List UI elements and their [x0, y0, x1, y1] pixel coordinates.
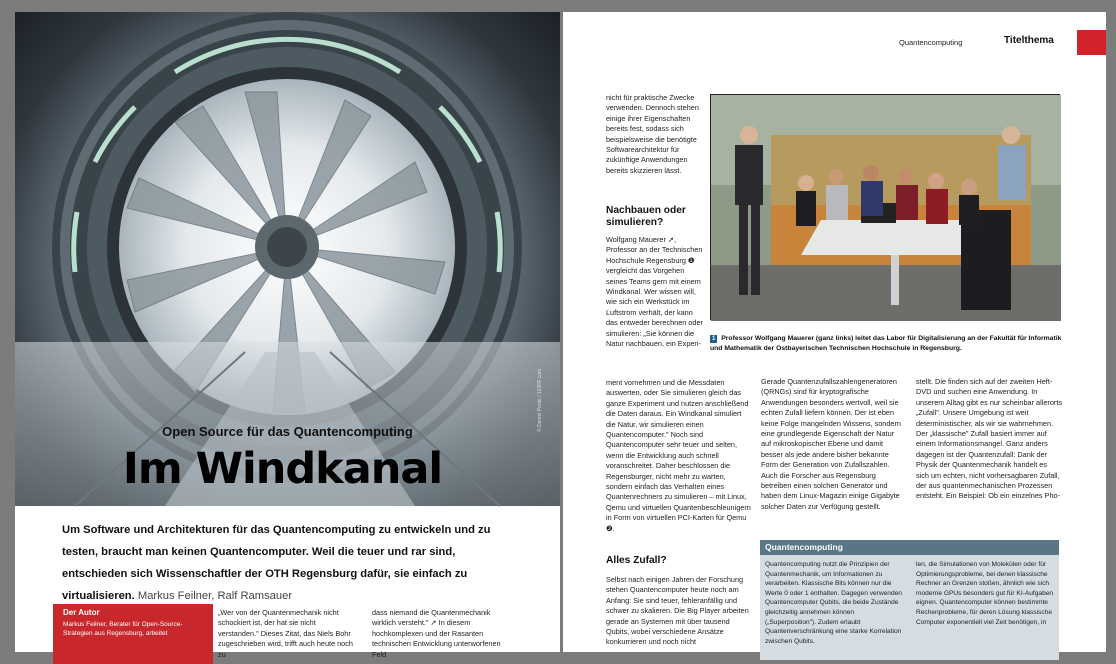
info-box — [760, 540, 1059, 660]
info-box-column-2: len, die Simulationen von Molekülen oder für Optimierungsprobleme, bei denen klassische Rechner an Grenzen stoßen, ähnlich wie sich moderne GPUs besonders gut für KI-Aufgaben eignen. Quantencomputer können bestimmte Rechenprobleme, für deren Lösung klassische Computer exponentiell viel Zeit benötigen, in — [916, 561, 1054, 626]
subheading-zufall: Alles Zufall? — [606, 555, 667, 566]
caption-number: 1 — [712, 336, 716, 342]
intro-column: nicht für praktische Zwecke verwenden. Dennoch stehen einige ihrer Eigenschaften bereits fest, sodass sich beispielsweise die benötigte Softwarearchitektur für zukünftige Anwendungen bereits skizzieren lässt. — [606, 93, 699, 175]
caption-text: Professor Wolfgang Mauerer (ganz links) leitet das Labor für Digitalisierung an der Fakultät für Informatik und Mathematik der Ostbayerischen Technischen Hochschule in Regensburg. — [710, 335, 1062, 352]
body-column-d: Gerade Quantenzufallszahlengeneratoren (QRNGs) sind für kryptografische Anwendungen besonders wertvoll, weil sie echten Zufall liefern können. Der ist eben keine Folge mangelnden Wissens, sondern eine grundlegende Eigenschaft der Natur auf mikroskopischer Ebene und damit besser als jede andere bisher bekannte Form der Generation von Zufallszahlen. Auch die Forscher aus Regensburg betreiben einen solchen Generator und haben dem Linux-Magazin einige Gigabyte solcher Daten zur Verfügung gestellt. — [761, 377, 901, 511]
body-column-1: „Wer von der Quantenmechanik nicht schockiert ist, der hat sie nicht verstanden." Dieses Zitat, das Niels Bohr zugeschrieben wird, trifft auch heute noch zu — [218, 608, 353, 659]
author-box-title: Der Autor — [63, 608, 100, 617]
right-page — [563, 12, 1106, 652]
lead-text: Um Software und Architekturen für das Quantencomputing zu entwickeln und zu testen, braucht man keinen Quantencomputer. Weil die teuer und rar sind, entschieden sich Wissenschaftler der OTH Regensburg dafür, sie einfach zu virtualisieren. — [62, 524, 491, 602]
body-column-c: Selbst nach einigen Jahren der Forschung stehen Quantencomputer heute noch am Anfang: Sie sind teuer, fehleranfällig und schwer zu skalieren. Die Big Player arbeiten gerade an Systemen mit über tausend Qubits, wobei verschiedene Ansätze konkurrieren und noch nicht — [606, 575, 749, 647]
hero-image — [15, 12, 560, 506]
image-credit: © Daniel Ponte / 123RF.com — [537, 368, 543, 432]
left-page — [15, 12, 560, 659]
info-box-column-1: Quantencomputing nutzt die Prinzipien der Quantenmechanik, um Informationen zu verarbeiten. Klassische Bits können nur die Werte 0 oder 1 enthalten. Dagegen verwenden Quantencomputer Qubits, die beide Zustände gleichzeitig annehmen können („Superposition"). Zudem erlaubt Quantenverschränkung eine starke Korrelation zwischen Qubits. — [765, 561, 902, 645]
team-photo — [710, 94, 1060, 320]
article-title: Im Windkanal — [122, 444, 443, 494]
body-column-e: stellt. Die finden sich auf der zweiten Heft-DVD und suchen eine Anwendung. In unserem Alltag gibt es nur scheinbar allerorts „Zufall". Unsere Umgebung ist weit deterministischer, als wir sie wahrnehmen. Der „klassische" Zufall basiert immer auf einem Informationsmangel. Ganz anders dagegen ist der Quantenzufall: Dank der Physik der Quantenmechanik handelt es sich um echten, nicht vorhersagbaren Zufall, der aus quantenmechanischen Prozessen entsteht. Ein Beispiel: Ob ein einzelnes Pho- — [916, 377, 1063, 501]
body-column-a: Wolfgang Mauerer ➚, Professor an der Technischen Hochschule Regensburg ❶ vergleicht das Vorgehen seines Teams gern mit einem Windkanal. Wer wissen will, wie sich ein Werkstück im Luftstrom verhält, der kann das entweder berechnen oder simulieren: „Sie können die Natur nachbauen, ein Experi- — [606, 235, 703, 349]
body-column-2: dass niemand die Quantenmechanik wirklich versteht." ➚ In diesem hochkomplexen und der Rasanten technischen Entwicklung unterworfenen Feld — [372, 608, 501, 659]
author-box-text: Markus Feilner, Berater für Open-Source-Strategien aus Regensburg, arbeitet — [63, 621, 183, 637]
photo-caption — [710, 334, 1062, 353]
article-lead — [62, 519, 512, 607]
info-box-title: Quantencomputing — [760, 540, 1059, 555]
subheading-nachbauen: Nachbauen oder simulieren? — [606, 205, 686, 228]
section-marker — [1077, 30, 1106, 55]
lead-authors: Markus Feilner, Ralf Ramsauer — [137, 590, 293, 602]
section-name: Titelthema — [1004, 35, 1054, 46]
body-column-b: ment vornehmen und die Messdaten auswerten, oder Sie simulieren gleich das ganze Experiment und nutzen anschließend die Daten daraus. Ein Windkanal simuliert die Natur, wir simulieren einen Quantencomputer." Noch sind Quantencomputer sehr teuer und selten, wenn die Entwicklung auch schnell voranschreitet. Daher beschlossen die Regensburger, nicht mehr zu warten, sondern einfach das Verhalten eines Quantenrechners zu simulieren – mit Linux, Qemu und virtuellen Quantenbeschleunigern in Form von virtuellen PCI-Karten für Qemu ❷. — [606, 378, 751, 533]
author-box — [53, 604, 213, 664]
running-head: Quantencomputing — [899, 38, 963, 47]
lab-photo-illustration — [711, 95, 1061, 321]
article-subtitle: Open Source für das Quantencomputing — [162, 424, 413, 439]
